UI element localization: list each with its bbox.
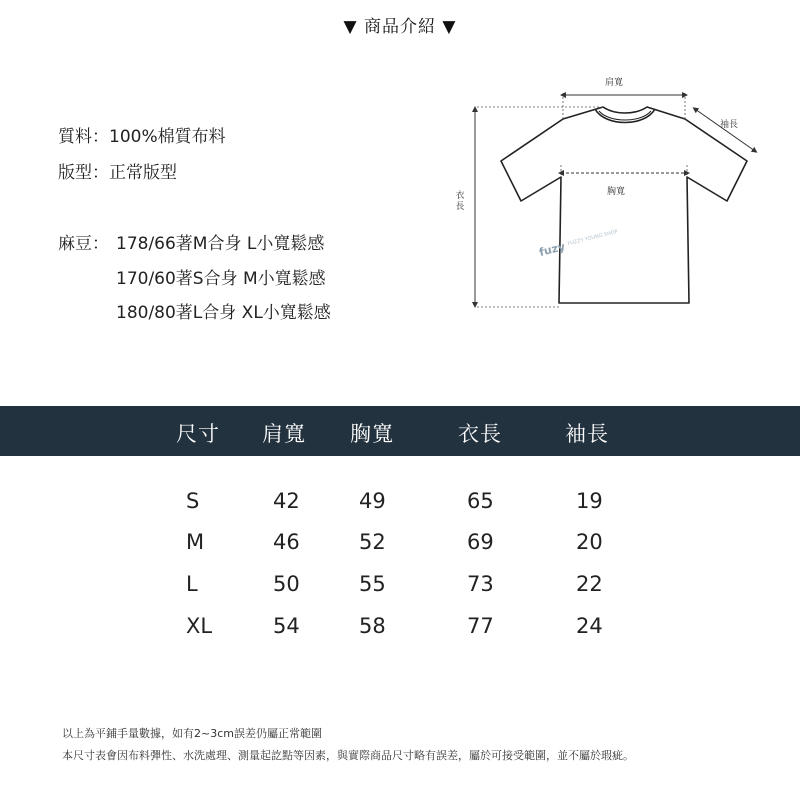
table-cell: 65 <box>467 489 494 513</box>
header-length: 衣長 <box>458 422 502 446</box>
table-cell: 24 <box>576 614 603 638</box>
table-cell: 20 <box>576 530 603 554</box>
table-cell: 54 <box>273 614 300 638</box>
table-cell: 69 <box>467 530 494 554</box>
table-cell: 19 <box>576 489 603 513</box>
table-cell: 52 <box>359 530 386 554</box>
table-cell: 49 <box>359 489 386 513</box>
table-cell: XL <box>186 614 213 638</box>
table-cell: L <box>186 572 198 596</box>
table-cell: 42 <box>273 489 300 513</box>
size-table-header <box>0 406 800 456</box>
fit-spec: 版型：正常版型 <box>58 163 177 183</box>
table-cell: 77 <box>467 614 494 638</box>
table-cell: 55 <box>359 572 386 596</box>
table-cell: 46 <box>273 530 300 554</box>
disclaimer-note: 本尺寸表會因布料彈性、水洗處理、測量起訖點等因素，與實際商品尺寸略有誤差，屬於可接受範圍，並不屬於瑕疵。 <box>62 749 634 762</box>
brand-tagline: FUZZY YOUNG SHOP <box>567 228 619 248</box>
shoulder-width-label: 肩寬 <box>605 78 624 88</box>
model-spec-2: 170/60著S合身 M小寬鬆感 <box>116 269 326 289</box>
tshirt-measurement-diagram <box>455 65 775 325</box>
header-size: 尺寸 <box>176 422 220 446</box>
table-cell: M <box>186 530 205 554</box>
model-label: 麻豆： <box>58 234 109 254</box>
body-length-label: 衣長 <box>455 191 465 212</box>
header-shoulder: 肩寬 <box>262 422 306 446</box>
table-cell: 50 <box>273 572 300 596</box>
brand-watermark: fuzy <box>537 240 567 259</box>
chest-width-label: 胸寬 <box>607 187 626 197</box>
table-cell: 22 <box>576 572 603 596</box>
page-title: ▼ 商品介紹 ▼ <box>343 17 457 37</box>
table-cell: 73 <box>467 572 494 596</box>
table-cell: 58 <box>359 614 386 638</box>
sleeve-length-label: 袖長 <box>720 120 739 130</box>
model-spec-3: 180/80著L合身 XL小寬鬆感 <box>116 303 331 323</box>
model-spec-1: 178/66著M合身 L小寬鬆感 <box>116 234 325 254</box>
measurement-note: 以上為平鋪手量數據，如有2~3cm誤差仍屬正常範圍 <box>62 727 322 740</box>
material-spec: 質料：100%棉質布料 <box>58 127 226 147</box>
header-sleeve: 袖長 <box>565 422 609 446</box>
header-chest: 胸寬 <box>350 422 394 446</box>
table-cell: S <box>186 489 200 513</box>
